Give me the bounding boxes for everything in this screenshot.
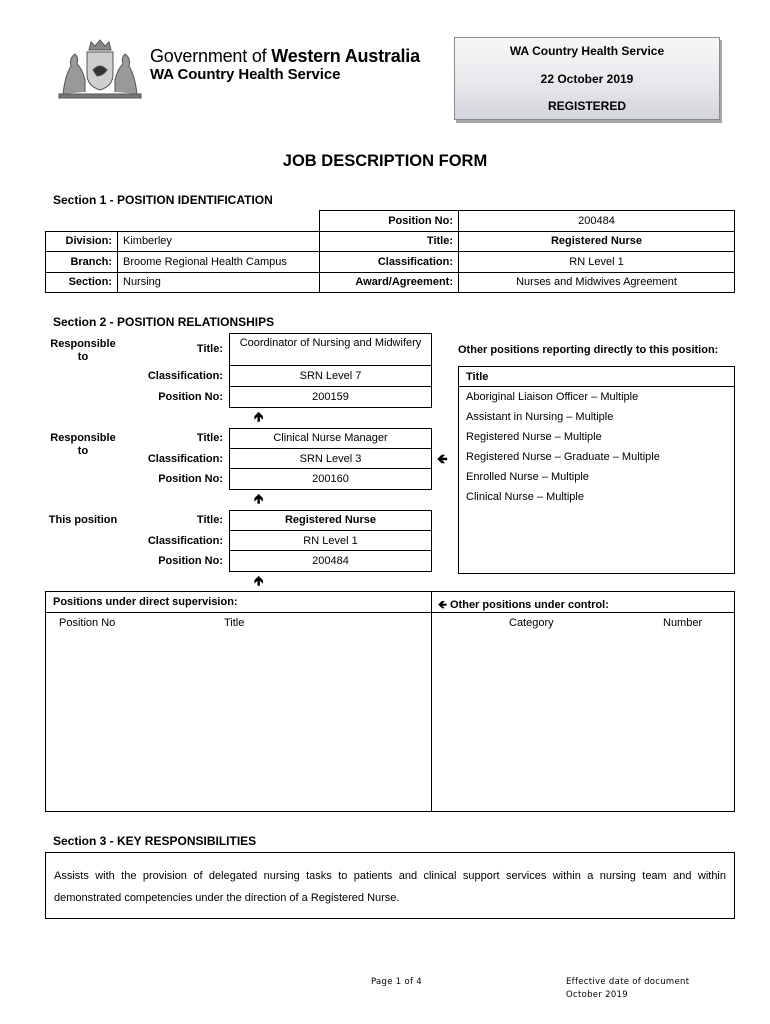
section-value: Nursing (118, 272, 320, 293)
list-item: Assistant in Nursing – Multiple (466, 411, 614, 423)
position-no-label: Position No: (320, 211, 459, 232)
other-reporting-heading: Other positions reporting directly to this position: (458, 344, 719, 356)
other-reporting-box (458, 366, 735, 574)
supervision-box (45, 591, 735, 812)
rt1-class-value: SRN Level 7 (299, 370, 362, 382)
key-responsibilities-text: Assists with the provision of delegated nursing tasks to patients and clinical support services within a nursing team and within demonstrated competencies under the direction of a Registered Nurse. (54, 870, 726, 904)
left-arrow-icon: 🡸 (438, 599, 447, 611)
up-arrow-icon: 🡹 (254, 573, 264, 588)
list-item: Clinical Nurse – Multiple (466, 491, 584, 503)
award-label: Award/Agreement: (320, 272, 459, 293)
rt1-posno-value: 200159 (312, 391, 349, 403)
page-number: Page 1 of 4 (371, 977, 422, 987)
rt2-posno-value: 200160 (312, 473, 349, 485)
rt1-title-label: Title: (196, 343, 223, 355)
tp-class-label: Classification: (147, 535, 223, 547)
section1-heading: Section 1 - POSITION IDENTIFICATION (53, 193, 273, 207)
stamp-org: WA Country Health Service (509, 44, 665, 58)
other-reporting-col-header: Title (466, 371, 489, 383)
effective-date-value: October 2019 (566, 990, 628, 1000)
rt2-title-label: Title: (196, 432, 223, 444)
tp-class-value: RN Level 1 (303, 535, 358, 547)
award-value: Nurses and Midwives Agreement (459, 272, 735, 293)
coat-of-arms-logo (55, 36, 145, 102)
rt1-posno-label: Position No: (158, 391, 223, 403)
stamp-date: 22 October 2019 (540, 72, 634, 86)
left-arrow-icon: 🡸 (437, 451, 448, 466)
document-title: JOB DESCRIPTION FORM (282, 152, 488, 170)
responsible-to-block-2 (123, 428, 432, 490)
stamp-status: REGISTERED (547, 99, 626, 113)
key-responsibilities-box (45, 852, 735, 919)
list-item: Enrolled Nurse – Multiple (466, 471, 589, 483)
responsible-to-label-1: Responsible to (50, 338, 116, 363)
responsible-to-block-1 (123, 333, 432, 408)
section-label: Section: (46, 272, 118, 293)
up-arrow-icon: 🡹 (254, 491, 264, 506)
registration-stamp (454, 37, 720, 120)
this-position-block (123, 510, 432, 572)
tp-title-label: Title: (196, 514, 223, 526)
section2-heading: Section 2 - POSITION RELATIONSHIPS (53, 315, 275, 329)
org-name-line1: Government of Western Australia (150, 46, 420, 66)
branch-value: Broome Regional Health Campus (118, 252, 320, 273)
other-control-heading: 🡸 Other positions under control: (438, 599, 609, 611)
org-name-line2: WA Country Health Service (150, 66, 341, 83)
section3-heading: Section 3 - KEY RESPONSIBILITIES (53, 834, 257, 848)
position-no-value: 200484 (459, 211, 735, 232)
col-category: Category (509, 617, 554, 629)
division-value: Kimberley (118, 231, 320, 252)
this-position-label: This position (48, 514, 118, 526)
rt2-title-value: Clinical Nurse Manager (273, 432, 388, 444)
title-value: Registered Nurse (459, 231, 735, 252)
rt2-class-value: SRN Level 3 (299, 453, 362, 465)
branch-label: Branch: (46, 252, 118, 273)
col-number: Number (663, 617, 703, 629)
rt2-class-label: Classification: (147, 453, 223, 465)
division-label: Division: (46, 231, 118, 252)
classification-value: RN Level 1 (459, 252, 735, 273)
rt1-class-label: Classification: (147, 370, 223, 382)
responsible-to-label-2: Responsible to (50, 432, 116, 457)
col-position-no: Position No (59, 617, 116, 629)
list-item: Aboriginal Liaison Officer – Multiple (466, 391, 639, 403)
direct-supervision-heading: Positions under direct supervision: (53, 596, 238, 608)
rt2-posno-label: Position No: (158, 473, 223, 485)
tp-posno-label: Position No: (158, 555, 223, 567)
col-title: Title (224, 617, 245, 629)
classification-label: Classification: (320, 252, 459, 273)
list-item: Registered Nurse – Graduate – Multiple (466, 451, 660, 463)
title-label: Title: (320, 231, 459, 252)
tp-title-value: Registered Nurse (284, 514, 377, 526)
tp-posno-value: 200484 (312, 555, 349, 567)
effective-date-label: Effective date of document (566, 977, 690, 987)
list-item: Registered Nurse – Multiple (466, 431, 602, 443)
rt1-title-value: Coordinator of Nursing and Midwifery (239, 337, 422, 349)
position-identification-table (45, 210, 735, 293)
up-arrow-icon: 🡹 (254, 409, 264, 424)
